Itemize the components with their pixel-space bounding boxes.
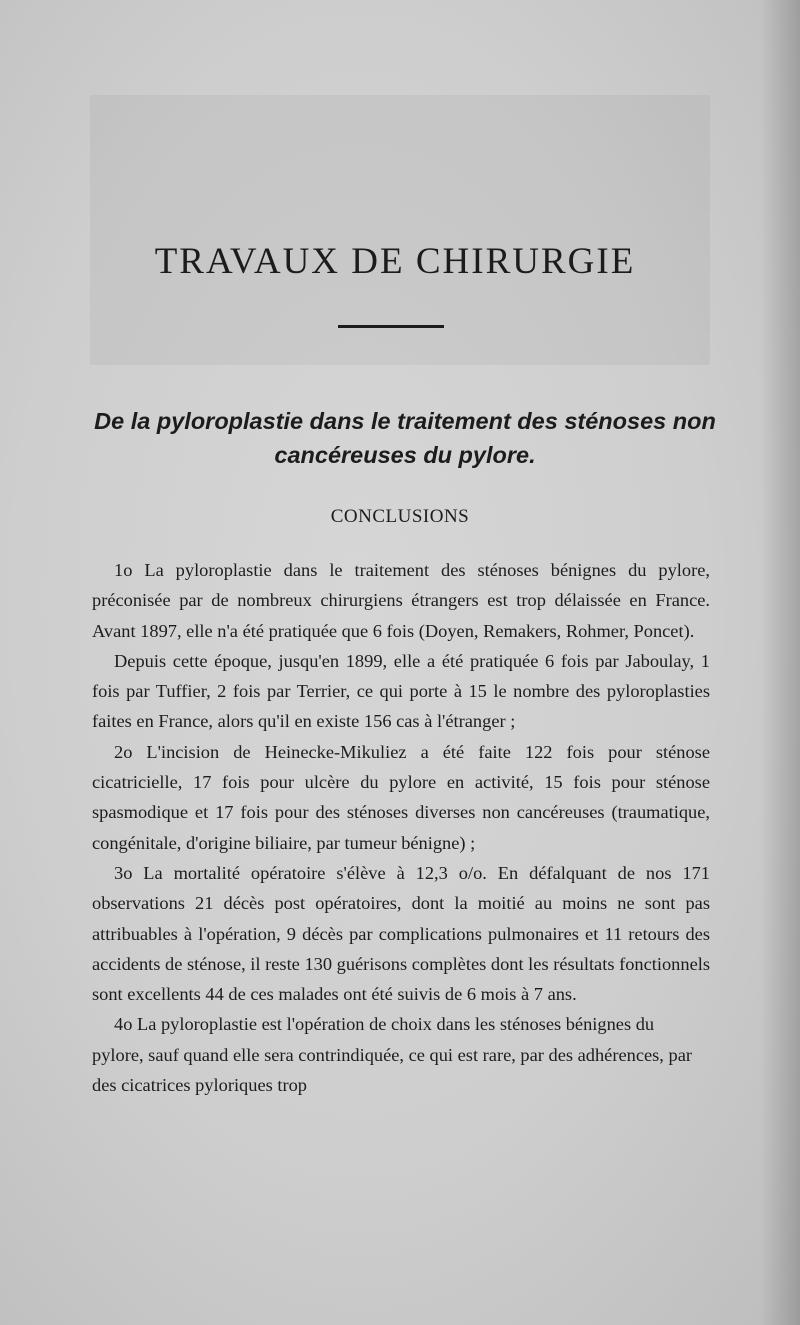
- article-title: De la pyloroplastie dans le traitement des sténoses non cancéreuses du pylore.: [94, 408, 716, 468]
- heading-rule: [338, 325, 444, 328]
- paragraph-2: Depuis cette époque, jusqu'en 1899, elle a été pratiquée 6 fois par Jaboulay, 1 fois par Tuffier, 2 fois par Terrier, ce qui porte à 15 le nombre des pyloroplasties faites en France, alors qu'il en existe 156 cas à l'étranger ;: [92, 650, 710, 732]
- paragraph-4: 3o La mortalité opératoire s'élève à 12,3 o/o. En défalquant de nos 171 observations 21 décès post opératoires, dont la moitié au moins ne sont pas attribuables à l'opération, 9 décès par complications pulmonaires et 11 retours des accidents de sténose, il reste 130 guérisons complètes dont les résultats fonctionnels sont excellents 44 de ces malades ont été suivis de 6 mois à 7 ans.: [92, 862, 710, 1005]
- page-edge-shadow: [760, 0, 800, 1325]
- conclusions-heading: CONCLUSIONS: [330, 506, 470, 527]
- paragraph-3: 2o L'incision de Heinecke-Mikuliez a été faite 122 fois pour sténose cicatricielle, 17 fois pour ulcère du pylore en activité, 15 fois pour sténose spasmodique et 17 fois pour des sténoses diverses non cancéreuses (traumatique, congénitale, d'origine biliaire, par tumeur bénigne) ;: [92, 741, 710, 853]
- section-heading: TRAVAUX DE CHIRURGIE: [154, 241, 636, 282]
- paragraph-5: 4o La pyloroplastie est l'opération de choix dans les sténoses bénignes du pylore, sauf quand elle sera contrindiquée, ce qui est rare, par des adhérences, par des cicatrices pyloriques trop: [92, 1014, 692, 1096]
- body-text: [92, 555, 710, 1100]
- paragraph-1: 1o La pyloroplastie dans le traitement des sténoses bénignes du pylore, préconisée par de nombreux chirurgiens étrangers est trop délaissée en France. Avant 1897, elle n'a été pratiquée que 6 fois (Doyen, Remakers, Rohmer, Poncet).: [92, 560, 710, 641]
